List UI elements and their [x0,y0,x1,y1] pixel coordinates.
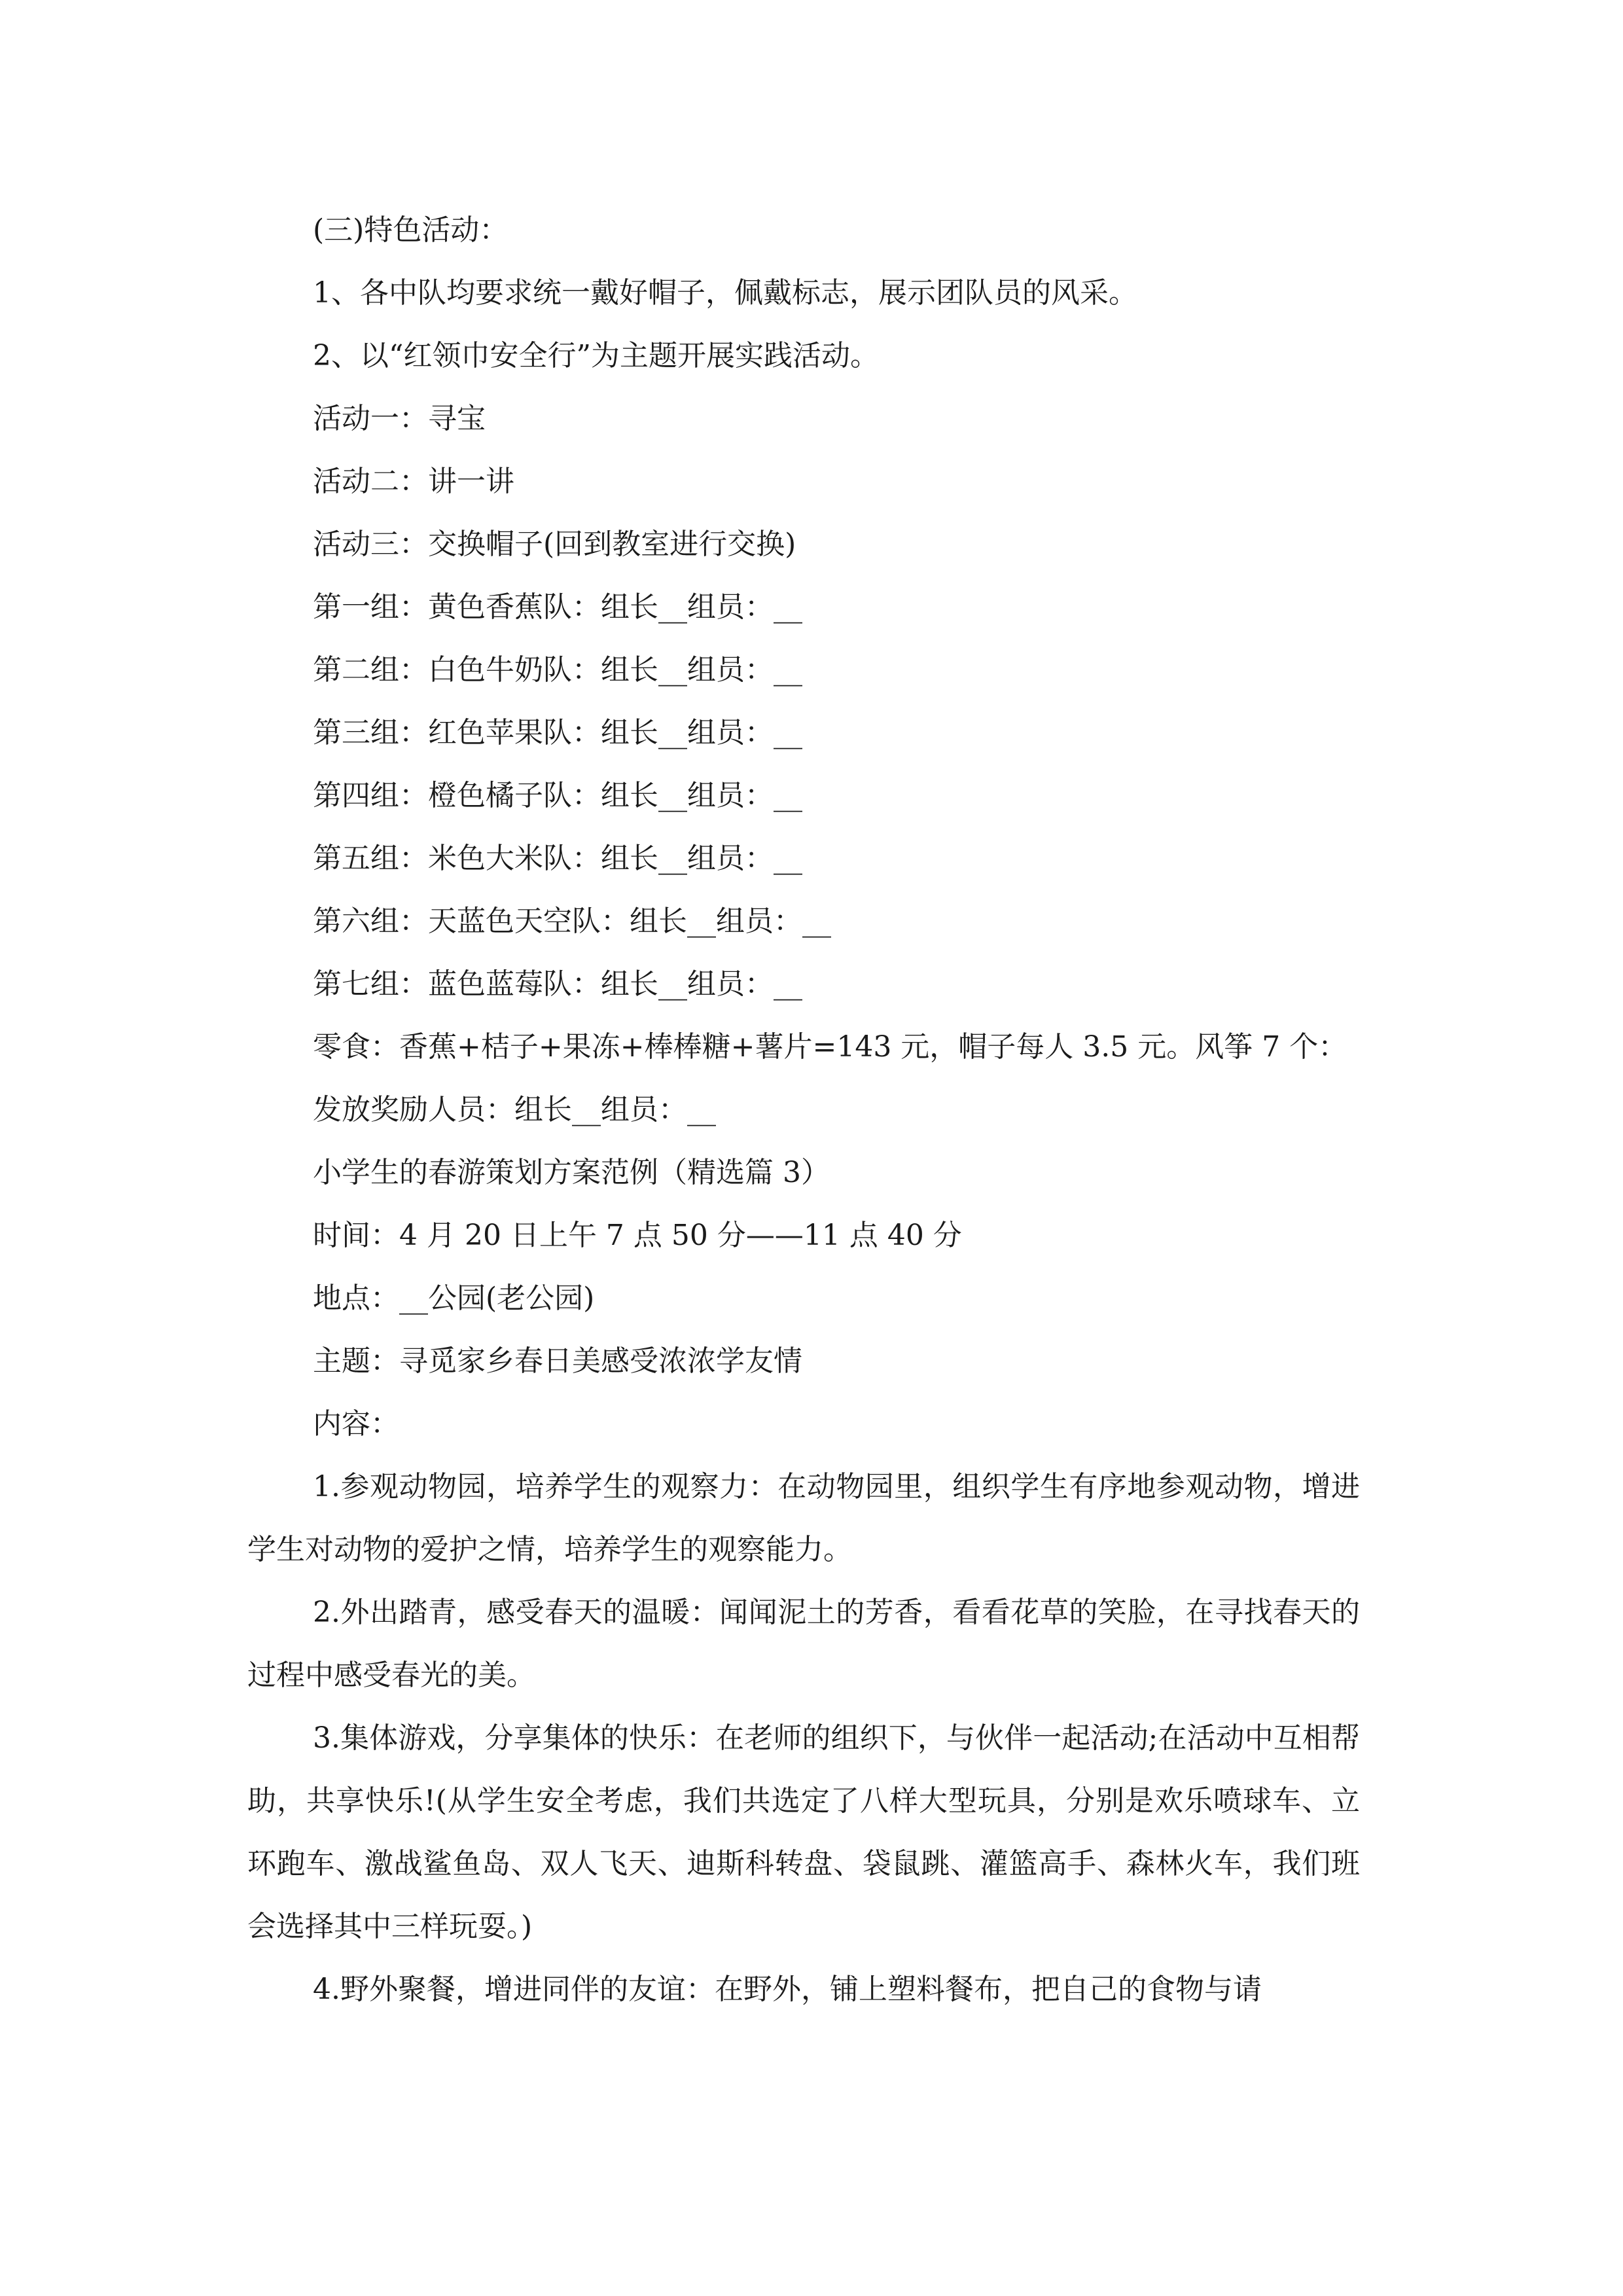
text-line: 1、各中队均要求统一戴好帽子，佩戴标志，展示团队员的风采。 [313,276,1137,310]
content-paragraph: 3.集体游戏，分享集体的快乐：在老师的组织下，与伙伴一起活动;在活动中互相帮助，共享快乐!(从学生安全考虑，我们共选定了八样大型玩具，分别是欢乐喷球车、立环跑车、激战鲨鱼岛、双人飞天、迪斯科转盘、袋鼠跳、灌篮高手、森林火车，我们班会选择其中三样玩耍。) [247,1721,1360,1943]
group-line: 第一组：黄色香蕉队：组长__组员：__ [313,590,802,624]
document-body [247,199,1399,2021]
snack-line: 零食：香蕉+桔子+果冻+棒棒糖+薯片=143 元，帽子每人 3.5 元。风筝 7 个： [313,1030,1347,1064]
activity-line: 活动三：交换帽子(回到教室进行交换) [313,528,796,561]
content-paragraph: 4.野外聚餐，增进同伴的友谊：在野外，铺上塑料餐布，把自己的食物与请 [313,1973,1262,2006]
group-line: 第四组：橙色橘子队：组长__组员：__ [313,779,802,812]
section-heading: (三)特色活动： [313,213,508,247]
group-line: 第三组：红色苹果队：组长__组员：__ [313,716,802,749]
group-line: 第五组：米色大米队：组长__组员：__ [313,842,802,875]
theme-line: 主题：寻觅家乡春日美感受浓浓学友情 [313,1344,802,1378]
group-line: 第六组：天蓝色天空队：组长__组员：__ [313,905,831,938]
text-line: 2、以“红领巾安全行”为主题开展实践活动。 [313,339,879,372]
content-paragraph: 1.参观动物园，培养学生的观察力：在动物园里，组织学生有序地参观动物，增进学生对动物的爱护之情，培养学生的观察能力。 [247,1470,1360,1566]
group-line: 第二组：白色牛奶队：组长__组员：__ [313,653,802,687]
content-label: 内容： [313,1407,399,1441]
section-title: 小学生的春游策划方案范例（精选篇 3） [313,1156,830,1189]
group-line: 第七组：蓝色蓝莓队：组长__组员：__ [313,967,802,1001]
content-paragraph: 2.外出踏青，感受春天的温暖：闻闻泥土的芳香，看看花草的笑脸，在寻找春天的过程中感受春光的美。 [247,1596,1360,1692]
activity-line: 活动一：寻宝 [313,402,486,435]
activity-line: 活动二：讲一讲 [313,465,514,498]
location-line: 地点：__公园(老公园) [313,1282,595,1315]
time-line: 时间：4 月 20 日上午 7 点 50 分——11 点 40 分 [313,1219,962,1252]
reward-line: 发放奖励人员：组长__组员：__ [313,1093,716,1126]
